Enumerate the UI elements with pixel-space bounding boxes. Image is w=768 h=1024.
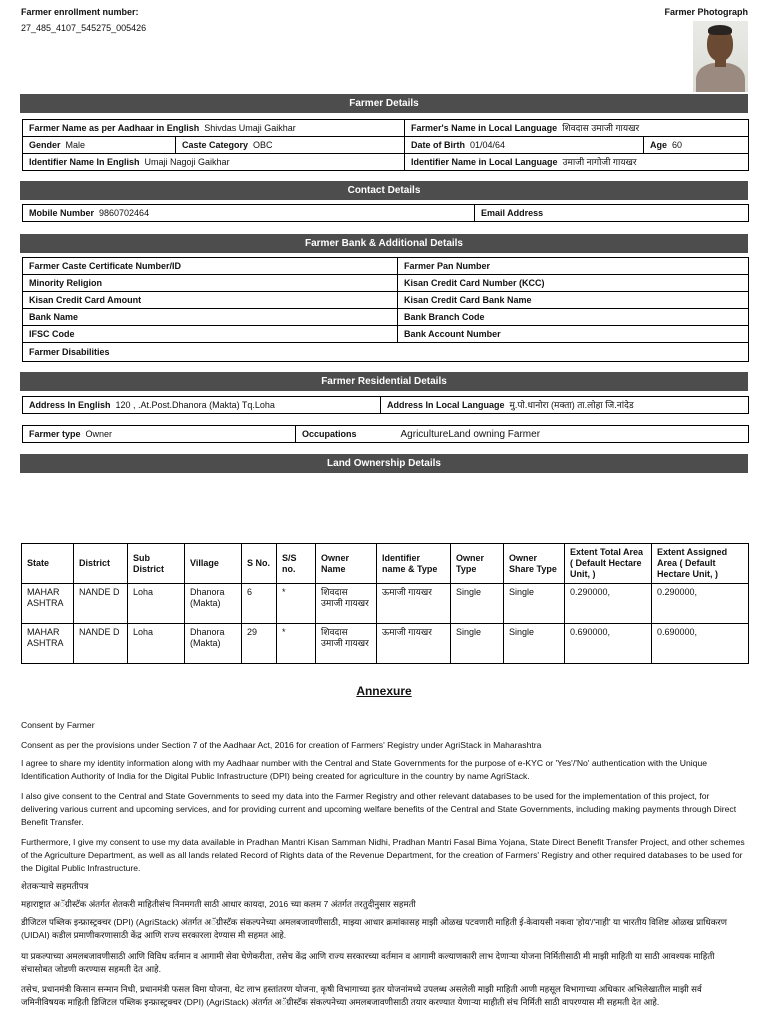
farmer-name-local: Farmer's Name in Local Language शिवदास उमाजी गायखर [405, 120, 749, 137]
section-bank-details: Farmer Bank & Additional Details [20, 234, 748, 253]
farmer-type: Farmer type Owner [23, 426, 296, 443]
cell-owner-name: शिवदास उमाजी गायखर [316, 624, 377, 664]
consent-subheading: Consent as per the provisions under Section 7 of the Aadhaar Act, 2016 for creation of Farmers' Registry under AgriStack in Maharashtra [21, 740, 542, 750]
bank-details-table [22, 257, 749, 362]
consent-heading: Consent by Farmer [21, 720, 95, 730]
consent-marathi-paragraph-3: तसेच, प्रधानमंत्री किसान सन्मान निधी, प्रधानमंत्री फसल विमा योजना, थेट लाभ हस्तांतरण योजना, कृषी विभागाच्या इतर योजनांमध्ये उपलब्ध असलेली माझी माहिती आणी महसूल विभागाच्या अधिकार अभिलेखातील माझी सर्व जमिनीविषयक माहिती डिजिटल पब्लिक इन्फ्रास्ट्रक्चर (DPI) (AgriStack) अंतर्गत अॅग्रीस्टॅक संकल्पनेच्या अमलबजावणीसाठी तयार करण्यात येणाऱ्या माहीती संच निर्मिती साठी वापरण्यास मी सहमती देत आहे. [21, 984, 702, 1007]
cell-extent-assigned: 0.690000, [652, 624, 749, 664]
address-local: Address In Local Language मु.पो.धानोरा (मक्ता) ता.लोहा जि.नांदेड [381, 397, 749, 414]
land-table-header [22, 544, 749, 584]
bank-name: Bank Name [23, 309, 398, 326]
bank-account-number: Bank Account Number [398, 326, 749, 343]
identifier-name-local: Identifier Name in Local Language उमाजी नागोजी गायखर [405, 154, 749, 171]
cell-district: NANDE D [74, 624, 128, 664]
cell-s-no: 6 [242, 584, 277, 624]
consent-paragraph-1: I agree to share my identity information along with my Aadhaar number with the Central and State Governments for the purpose of e-KYC or 'Yes'/'No' authentication with the Unique Identification Authority of India for the Digital Public Infrastructure (DPI) being created for agriculture in the country by name AgriStack. [21, 758, 708, 781]
header-s-no: S No. [242, 544, 277, 584]
email-address: Email Address [475, 205, 749, 222]
contact-details-table [22, 204, 749, 222]
consent-paragraph-3: Furthermore, I give my consent to use my data available in Pradhan Mantri Kisan Samman Nidhi, Pradhan Mantri Fasal Bima Yojana, State Direct Benefit Transfer Project, and other schemes of the Agriculture Department, as well as all lands related Record of Rights data of the Revenue Department, for the creation of Farmers' Registry and other required databases to be used for the Digital Public Infrastructure. [21, 837, 745, 873]
cell-ss-no: * [277, 584, 316, 624]
cell-extent-assigned: 0.290000, [652, 584, 749, 624]
section-land-ownership: Land Ownership Details [20, 454, 748, 473]
cell-village: Dhanora (Makta) [185, 584, 242, 624]
land-ownership-table [21, 543, 749, 664]
cell-extent-total: 0.690000, [565, 624, 652, 664]
cell-owner-type: Single [451, 584, 504, 624]
consent-marathi-paragraph-1: डीजिटल पब्लिक इन्फ्रास्ट्रक्चर (DPI) (AgriStack) अंतर्गत अॅग्रीस्टॅक संकल्पनेच्या अमलबजावणीसाठी, माझ्या आधार क्रमांकासह माझी ओळख पटवणारी माहिती ई-केवायसी नकवा 'होय'/'नाही' या भारतीय विशिष्ट ओळख प्राधिकरण (UIDAI) कडील प्रमाणीकरणासाठी केंद्र आणि राज्य सरकारला देण्यास मी सहमत आहे. [21, 917, 728, 940]
bank-branch-code: Bank Branch Code [398, 309, 749, 326]
farmer-details-table [22, 119, 749, 171]
enrollment-number-value: 27_485_4107_545275_005426 [21, 23, 147, 33]
consent-marathi-paragraph-2: या प्रकल्पाच्या अमलबजावणीसाठी आणि विविध वर्तमान व आगामी सेवा घेणेकरीता, तसेच केंद्र आणि राज्य सरकारच्या वर्तमान व आगामी कल्याणकारी लाभ देणाऱ्या योजना निर्मितीसाठी मी माझी माहिती या साठी आवश्यक माहिती संचासोबत जोडणी करण्यास सहमती देत आहे. [21, 951, 715, 974]
cell-owner-type: Single [451, 624, 504, 664]
header-ss-no: S/S no. [277, 544, 316, 584]
caste-category: Caste Category OBC [176, 137, 405, 154]
kcc-amount: Kisan Credit Card Amount [23, 292, 398, 309]
occupations: Occupations AgricultureLand owning Farmer [296, 426, 749, 443]
gender: Gender Male [23, 137, 176, 154]
address-english: Address In English 120 , .At.Post.Dhanora (Makta) Tq.Loha [23, 397, 381, 414]
farmer-name-english: Farmer Name as per Aadhaar in English Shivdas Umaji Gaikhar [23, 120, 405, 137]
residential-address-table [22, 396, 749, 414]
consent-marathi-subheading: महाराष्ट्रात अॅग्रीस्टॅक अंतर्गत शेतकरी माहितीसंच निनमगती साठी आधार कायदा, 2016 च्या कलम 7 अंतर्गत तरतुदीनुसार सहमती [21, 899, 416, 909]
farmer-photograph-label: Farmer Photograph [664, 7, 748, 17]
minority-religion: Minority Religion [23, 275, 398, 292]
mobile-number: Mobile Number 9860702464 [23, 205, 475, 222]
table-row [22, 584, 749, 624]
identifier-name-english: Identifier Name In English Umaji Nagoji Gaikhar [23, 154, 405, 171]
cell-ss-no: * [277, 624, 316, 664]
header-identifier-name: Identifier name & Type [377, 544, 451, 584]
kcc-number: Kisan Credit Card Number (KCC) [398, 275, 749, 292]
kcc-bank-name: Kisan Credit Card Bank Name [398, 292, 749, 309]
consent-paragraph-2: I also give consent to the Central and State Governments to seed my data into the Farmer Registry and other relevant databases to be used for the implementation of this project, for delivering various current and upcoming services, and for providing current and upcoming welfare benefits of the Central and State Governments, including making payments through Direct Benefit Transfer. [21, 791, 737, 827]
cell-owner-name: शिवदास उमाजी गायखर [316, 584, 377, 624]
farmer-disabilities: Farmer Disabilities [23, 343, 749, 362]
farmer-photograph [693, 21, 748, 92]
section-residential-details: Farmer Residential Details [20, 372, 748, 391]
cell-s-no: 29 [242, 624, 277, 664]
section-contact-details: Contact Details [20, 181, 748, 200]
header-extent-assigned: Extent Assigned Area ( Default Hectare Unit, ) [652, 544, 749, 584]
cell-owner-share-type: Single [504, 584, 565, 624]
cell-village: Dhanora (Makta) [185, 624, 242, 664]
cell-extent-total: 0.290000, [565, 584, 652, 624]
cell-identifier-name: ऊमाजी गायखर [377, 584, 451, 624]
cell-sub-district: Loha [128, 584, 185, 624]
annexure-title: Annexure [356, 684, 412, 698]
cell-state: MAHAR ASHTRA [22, 624, 74, 664]
enrollment-number-label: Farmer enrollment number: [21, 7, 139, 17]
cell-owner-share-type: Single [504, 624, 565, 664]
date-of-birth: Date of Birth 01/04/64 [405, 137, 644, 154]
header-owner-name: Owner Name [316, 544, 377, 584]
header-state: State [22, 544, 74, 584]
cell-state: MAHAR ASHTRA [22, 584, 74, 624]
header-owner-type: Owner Type [451, 544, 504, 584]
consent-marathi-heading: शेतकऱ्याचे सहमतीपत्र [21, 881, 89, 891]
header-extent-total: Extent Total Area ( Default Hectare Unit, ) [565, 544, 652, 584]
header-sub-district: Sub District [128, 544, 185, 584]
header-owner-share-type: Owner Share Type [504, 544, 565, 584]
cell-sub-district: Loha [128, 624, 185, 664]
cell-district: NANDE D [74, 584, 128, 624]
header-village: Village [185, 544, 242, 584]
pan-number: Farmer Pan Number [398, 258, 749, 275]
age: Age 60 [644, 137, 749, 154]
ifsc-code: IFSC Code [23, 326, 398, 343]
farmer-type-table [22, 425, 749, 443]
header-district: District [74, 544, 128, 584]
cell-identifier-name: ऊमाजी गायखर [377, 624, 451, 664]
caste-certificate: Farmer Caste Certificate Number/ID [23, 258, 398, 275]
table-row [22, 624, 749, 664]
section-farmer-details: Farmer Details [20, 94, 748, 113]
